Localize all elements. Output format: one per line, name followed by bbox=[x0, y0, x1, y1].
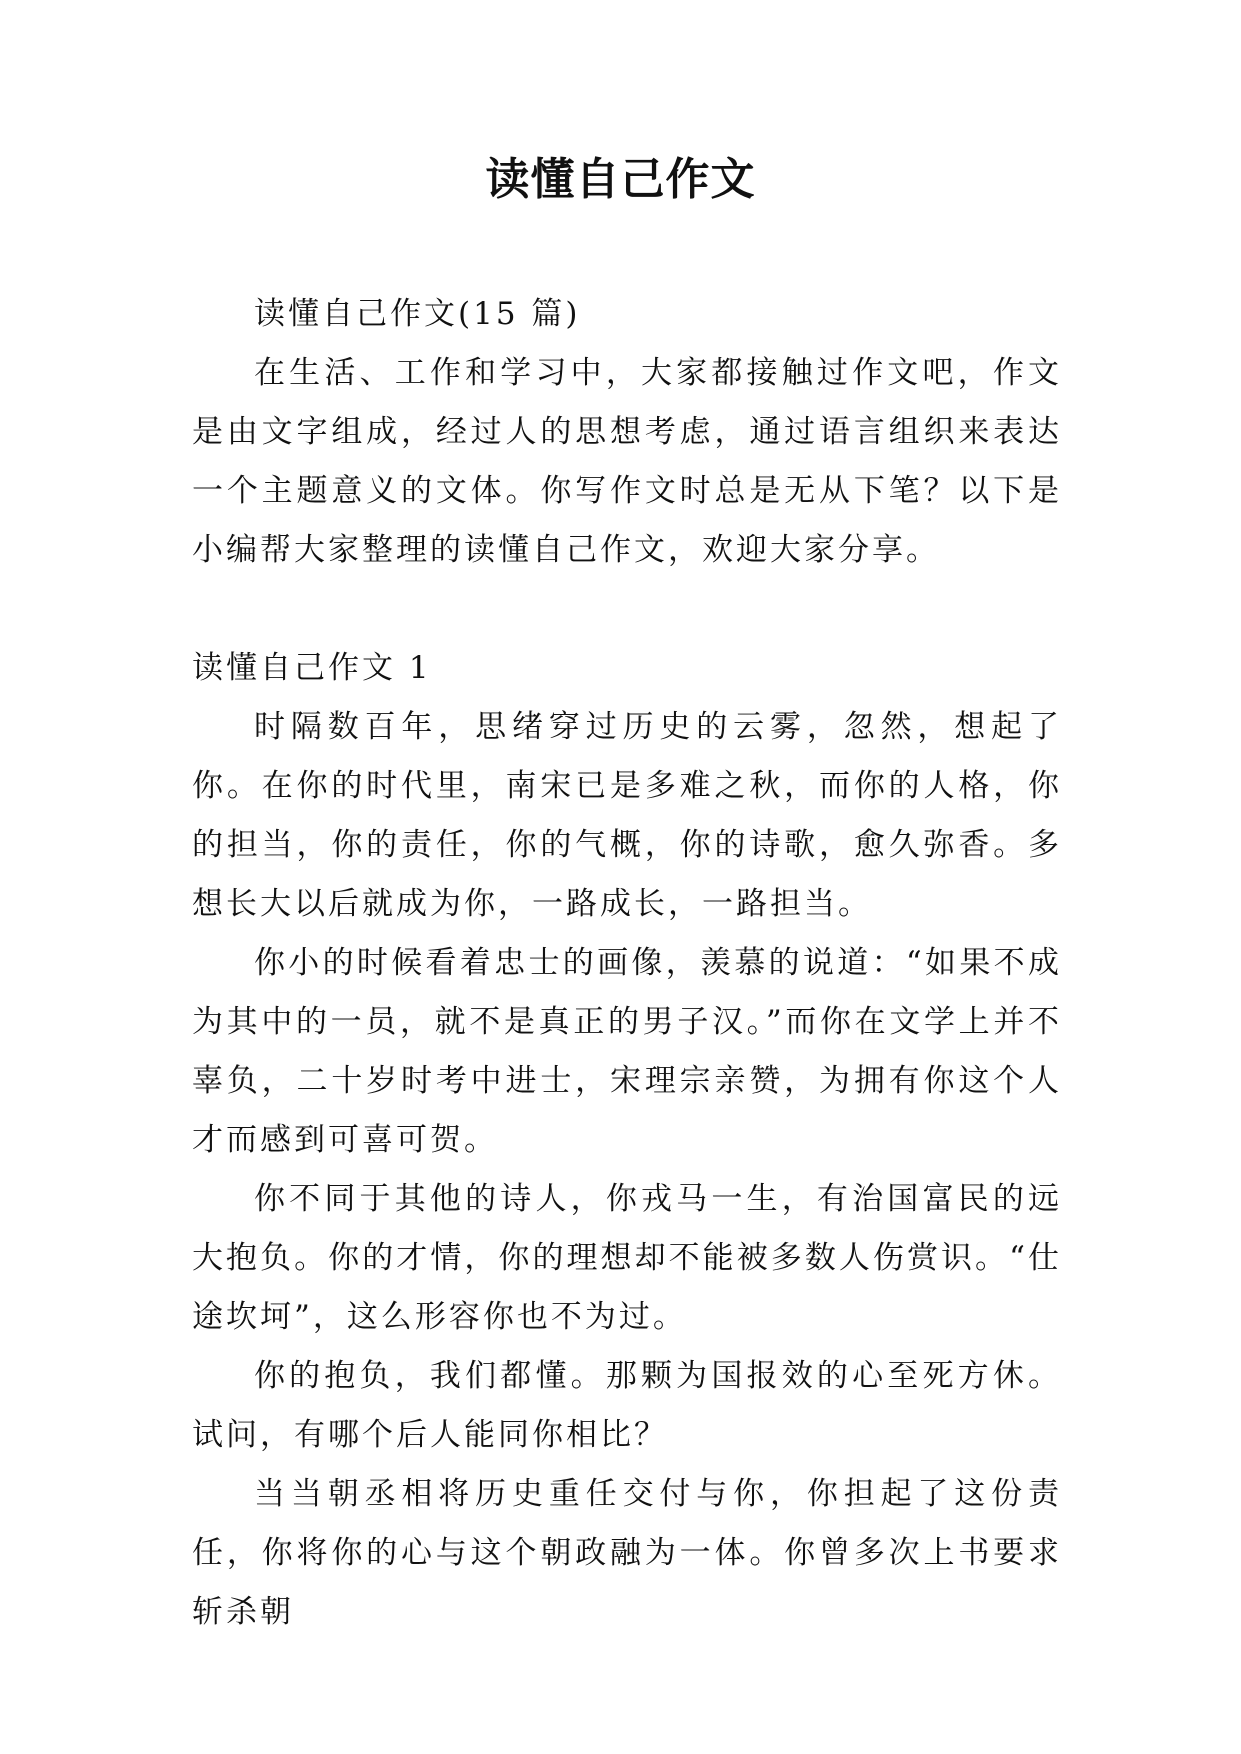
body-paragraph: 时隔数百年，思绪穿过历史的云雾，忽然，想起了你。在你的时代里，南宋已是多难之秋，而你的人格，你的担当，你的责任，你的气概，你的诗歌，愈久弥香。多想长大以后就成为你，一路成长，一路担当。 bbox=[192, 709, 1062, 922]
subtitle-line: 读懂自己作文(15 篇) bbox=[254, 296, 581, 332]
section-heading: 读懂自己作文 1 bbox=[192, 650, 432, 686]
document-title: 读懂自己作文 bbox=[485, 154, 756, 205]
body-paragraph: 你小的时候看着忠士的画像，羡慕的说道：“如果不成为其中的一员，就不是真正的男子汉。”而你在文学上并不辜负，二十岁时考中进士，宋理宗亲赞，为拥有你这个人才而感到可喜可贺。 bbox=[192, 945, 1062, 1158]
body-paragraph: 你的抱负，我们都懂。那颗为国报效的心至死方休。试问，有哪个后人能同你相比？ bbox=[192, 1358, 1062, 1453]
intro-paragraph: 在生活、工作和学习中，大家都接触过作文吧，作文是由文字组成，经过人的思想考虑，通过语言组织来表达一个主题意义的文体。你写作文时总是无从下笔？以下是小编帮大家整理的读懂自己作文，欢迎大家分享。 bbox=[192, 355, 1062, 568]
body-paragraph: 你不同于其他的诗人，你戎马一生，有治国富民的远大抱负。你的才情，你的理想却不能被多数人伤赏识。“仕途坎坷”，这么形容你也不为过。 bbox=[192, 1181, 1062, 1335]
body-paragraph: 当当朝丞相将历史重任交付与你，你担起了这份责任，你将你的心与这个朝政融为一体。你曾多次上书要求斩杀朝 bbox=[192, 1476, 1062, 1630]
document-body bbox=[192, 285, 1062, 1642]
